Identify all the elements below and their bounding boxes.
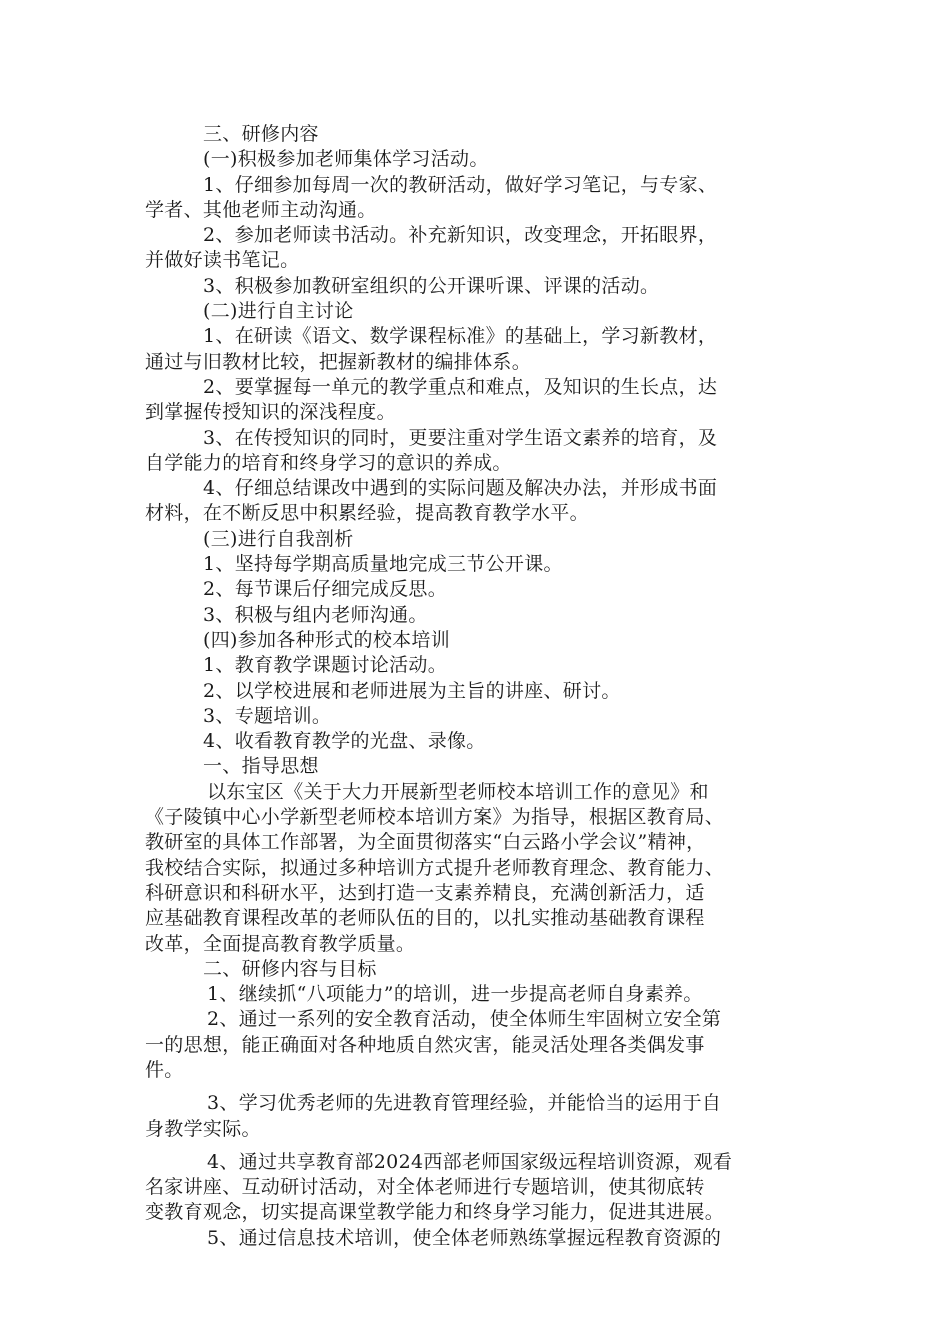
paragraph-line: 1、教育教学课题讨论活动。 xyxy=(203,654,447,677)
paragraph-line: 一的思想，能正确面对各种地质自然灾害，能灵活处理各类偶发事 xyxy=(145,1033,705,1056)
paragraph-line: 通过与旧教材比较，把握新教材的编排体系。 xyxy=(145,350,532,373)
paragraph-line: 变教育观念，切实提高课堂教学能力和终身学习能力，促进其进展。 xyxy=(145,1201,725,1224)
section-heading: 一、指导思想 xyxy=(203,755,319,778)
paragraph-line: 自学能力的培育和终身学习的意识的养成。 xyxy=(145,451,512,474)
subsection-heading: (四)参加各种形式的校本培训 xyxy=(203,628,451,651)
paragraph-line: 3、在传授知识的同时，更要注重对学生语文素养的培育，及 xyxy=(203,426,718,449)
paragraph-line: 3、学习优秀老师的先进教育管理经验，并能恰当的运用于自 xyxy=(207,1092,722,1115)
paragraph-line: 并做好读书笔记。 xyxy=(145,249,300,272)
paragraph-spacer xyxy=(145,1142,805,1150)
section-heading: 三、研修内容 xyxy=(203,123,319,145)
paragraph-line: 4、仔细总结课改中遇到的实际问题及解决办法，并形成书面 xyxy=(203,477,718,500)
paragraph-line: 2、通过一系列的安全教育活动，使全体师生牢固树立安全第 xyxy=(207,1008,722,1031)
paragraph-line: 学者、其他老师主动沟通。 xyxy=(145,198,377,221)
paragraph-line: 材料，在不断反思中积累经验，提高教育教学水平。 xyxy=(145,502,589,525)
paragraph-line: 我校结合实际，拟通过多种培训方式提升老师教育理念、教育能力、 xyxy=(145,856,725,879)
paragraph-spacer xyxy=(145,1083,805,1091)
paragraph-line: 到掌握传授知识的深浅程度。 xyxy=(145,401,396,424)
paragraph-line: 5、通过信息技术培训，使全体老师熟练掌握远程教育资源的 xyxy=(207,1226,722,1249)
paragraph-line: 2、参加老师读书活动。补充新知识，改变理念，开拓眼界， xyxy=(203,224,718,247)
paragraph-line: 2、以学校进展和老师进展为主旨的讲座、研讨。 xyxy=(203,679,621,702)
paragraph-line: 3、专题培训。 xyxy=(203,704,332,727)
paragraph-line: 1、在研读《语文、数学课程标准》的基础上，学习新教材， xyxy=(203,325,718,348)
section-heading: 二、研修内容与目标 xyxy=(203,957,377,980)
subsection-heading: (一)积极参加老师集体学习活动。 xyxy=(203,148,489,171)
paragraph-line: 件。 xyxy=(145,1058,184,1081)
paragraph-line: 2、每节课后仔细完成反思。 xyxy=(203,578,447,601)
document-body xyxy=(145,122,805,1251)
paragraph-line: 4、收看教育教学的光盘、录像。 xyxy=(203,730,486,753)
paragraph-line: 身教学实际。 xyxy=(145,1117,261,1140)
subsection-heading: (三)进行自我剖析 xyxy=(203,527,354,550)
paragraph-line: 教研室的具体工作部署，为全面贯彻落实“白云路小学会议”精神， xyxy=(145,831,706,854)
paragraph-line: 科研意识和科研水平，达到打造一支素养精良，充满创新活力，适 xyxy=(145,881,705,904)
paragraph-line: 应基础教育课程改革的老师队伍的目的，以扎实推动基础教育课程 xyxy=(145,907,705,930)
paragraph-line: 1、仔细参加每周一次的教研活动，做好学习笔记，与专家、 xyxy=(203,173,718,196)
paragraph-line: 名家讲座、互动研讨活动，对全体老师进行专题培训，使其彻底转 xyxy=(145,1176,705,1199)
paragraph-line: 《子陵镇中心小学新型老师校本培训方案》为指导，根据区教育局、 xyxy=(145,806,725,829)
paragraph-line: 以东宝区《关于大力开展新型老师校本培训工作的意见》和 xyxy=(207,780,709,803)
paragraph-line: 2、要掌握每一单元的教学重点和难点，及知识的生长点，达 xyxy=(203,375,718,398)
paragraph-line: 1、继续抓“八项能力”的培训，进一步提高老师自身素养。 xyxy=(207,983,703,1006)
paragraph-line: 4、通过共享教育部2024西部老师国家级远程培训资源，观看 xyxy=(207,1150,733,1173)
paragraph-line: 3、积极参加教研室组织的公开课听课、评课的活动。 xyxy=(203,274,660,297)
paragraph-line: 1、坚持每学期高质量地完成三节公开课。 xyxy=(203,553,563,576)
paragraph-line: 改革，全面提高教育教学质量。 xyxy=(145,932,416,955)
subsection-heading: (二)进行自主讨论 xyxy=(203,300,354,323)
paragraph-line: 3、积极与组内老师沟通。 xyxy=(203,603,428,626)
